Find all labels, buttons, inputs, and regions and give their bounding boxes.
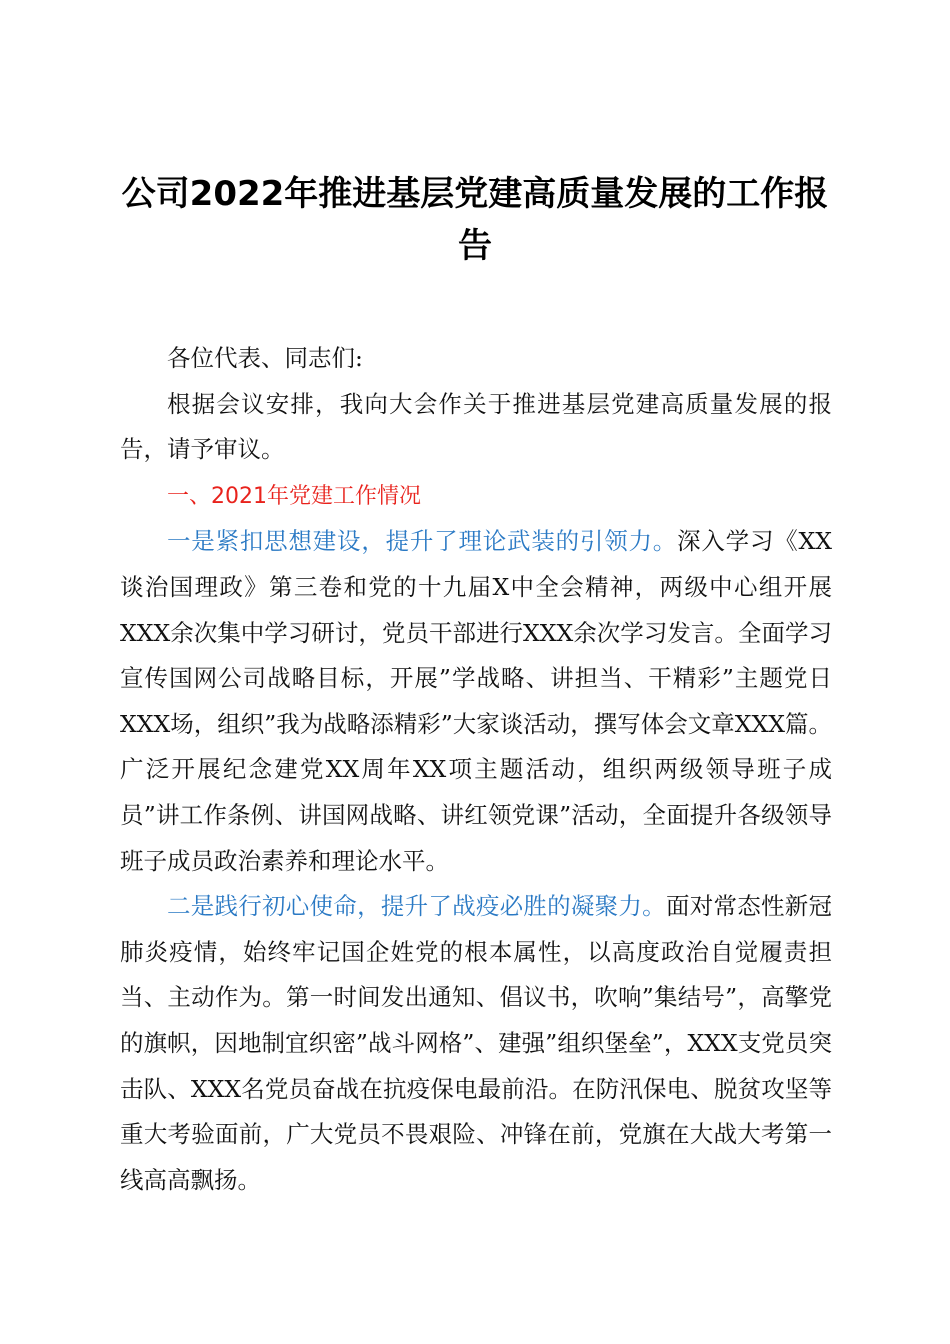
- paragraph-2: [120, 884, 832, 1203]
- section-heading: [120, 473, 832, 520]
- document-body: [120, 336, 832, 1203]
- paragraph-1-lead: 一是紧扣思想建设，提升了理论武装的引领力。: [167, 527, 678, 556]
- paragraph-2-lead: 二是践行初心使命，提升了战疫必胜的凝聚力。: [167, 892, 666, 921]
- paragraph-1-body: 深入学习《XX谈治国理政》第三卷和党的十九届X中全会精神，两级中心组开展XXX余次集中学习研讨，党员干部进行XXX余次学习发言。全面学习宣传国网公司战略目标，开展”学战略、讲担当、干精彩”主题党日XXX场，组织”我为战略添精彩”大家谈活动，撰写体会文章XXX篇。广泛开展纪念建党XX周年XX项主题活动，组织两级领导班子成员”讲工作条例、讲国网战略、讲红领党课”活动，全面提升各级领导班子成员政治素养和理论水平。: [120, 527, 833, 875]
- section-heading-text: 一、2021年党建工作情况: [167, 483, 421, 509]
- salutation: 各位代表、同志们:: [167, 344, 363, 372]
- paragraph-1: [120, 519, 832, 884]
- intro-paragraph: 根据会议安排，我向大会作关于推进基层党建高质量发展的报告，请予审议。: [120, 389, 832, 464]
- paragraph-2-body: 面对常态性新冠肺炎疫情，始终牢记国企姓党的根本属性，以高度政治自觉履责担当、主动作为。第一时间发出通知、倡议书，吹响”集结号”，高擎党的旗帜，因地制宜织密”战斗网格”、建强”组织堡垒”，XXX支党员突击队、XXX名党员奋战在抗疫保电最前沿。在防汛保电、脱贫攻坚等重大考验面前，广大党员不畏艰险、冲锋在前，党旗在大战大考第一线高高飘扬。: [120, 892, 833, 1194]
- document-title: 公司2022年推进基层党建高质量发展的工作报告: [121, 174, 829, 266]
